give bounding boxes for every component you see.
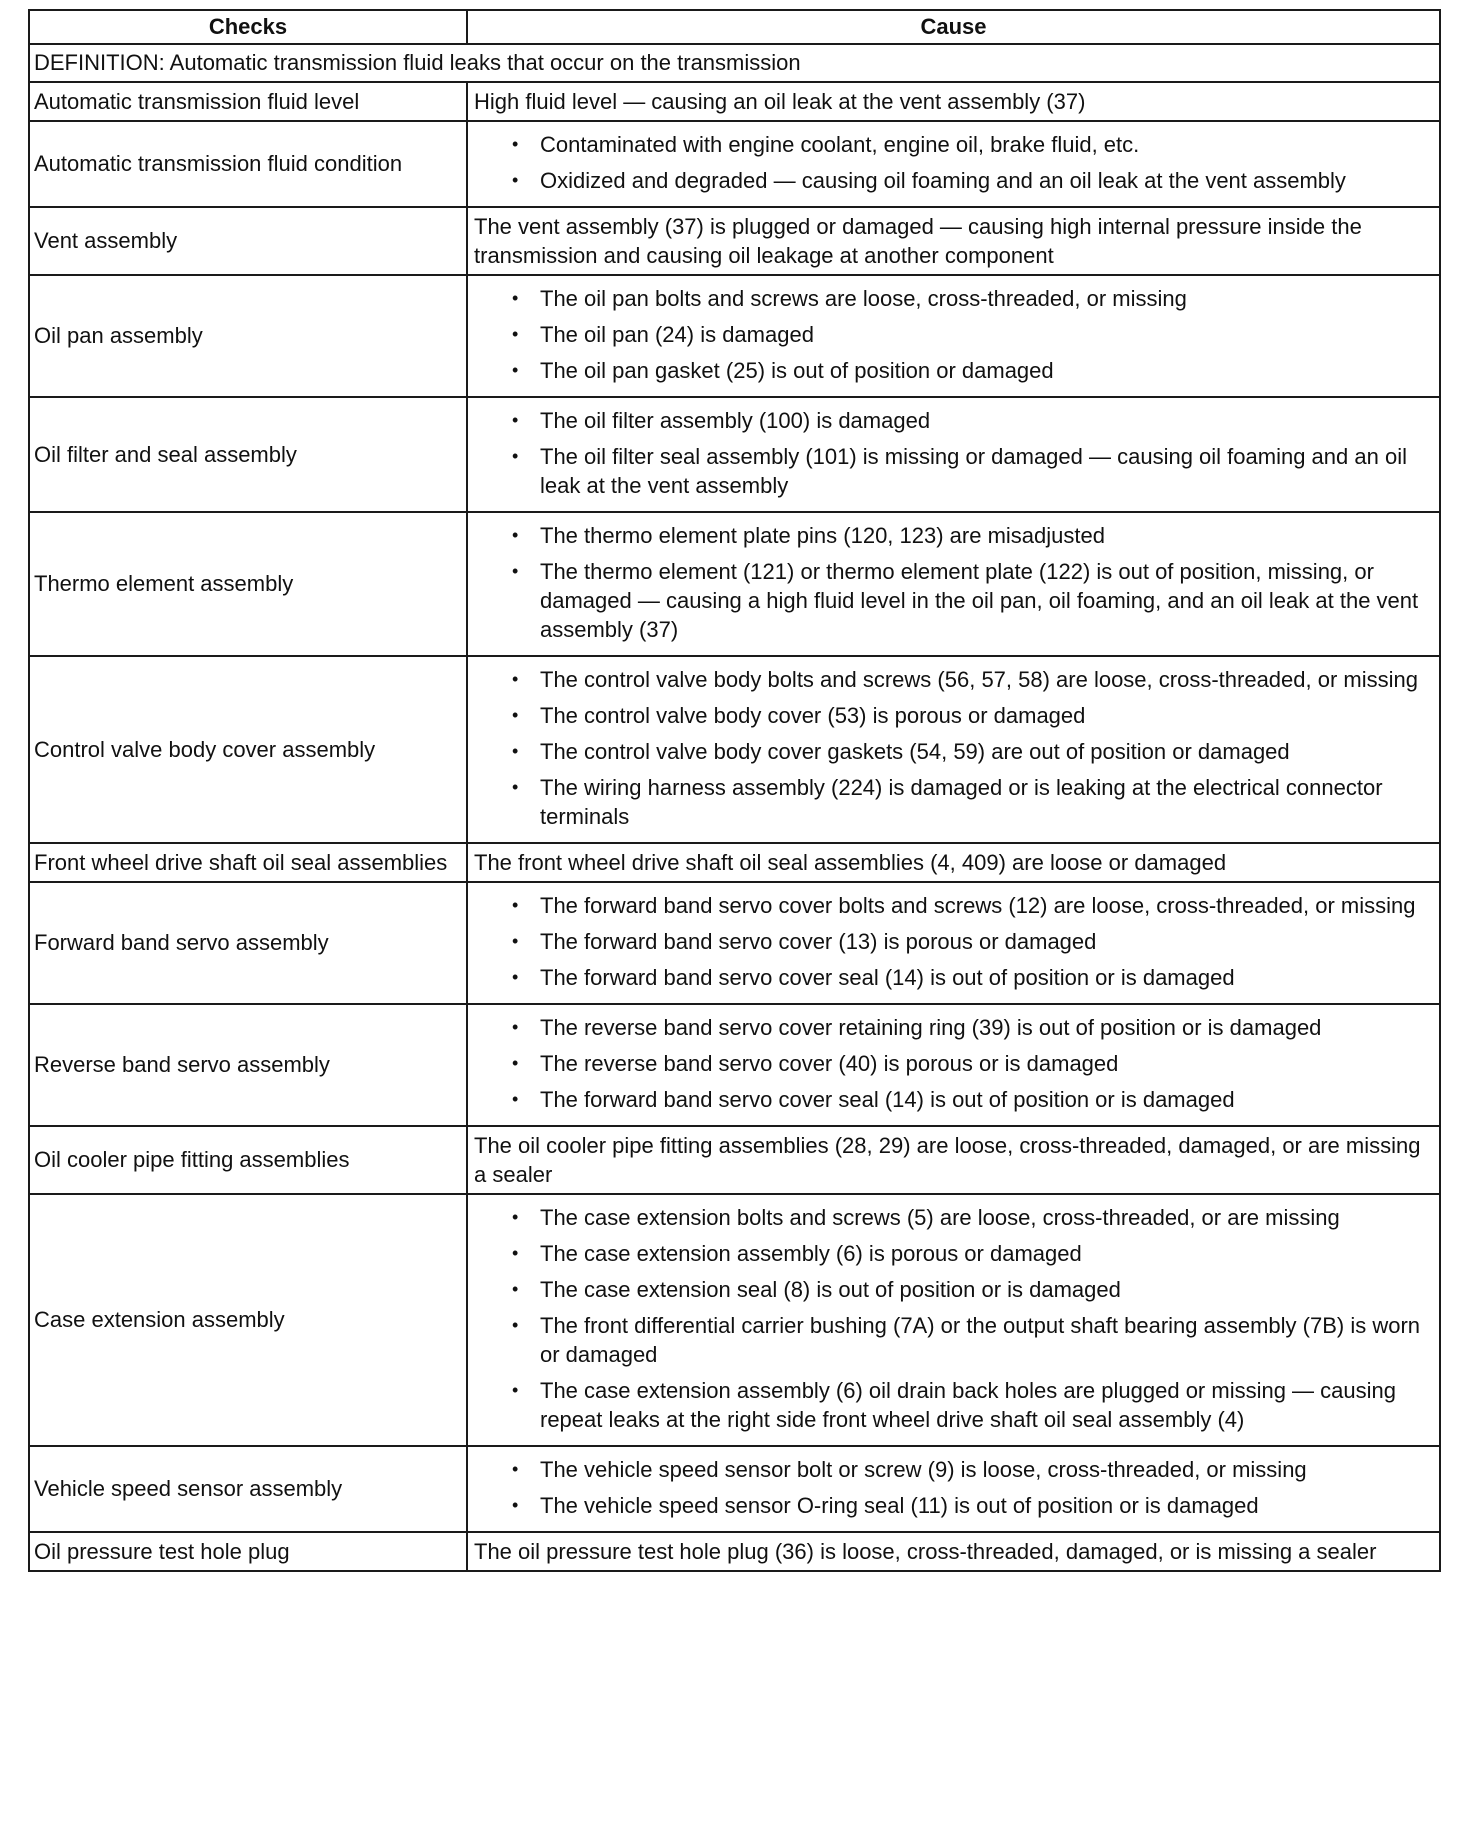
table-row — [29, 82, 1440, 121]
cause-cell — [467, 656, 1440, 843]
table-row — [29, 512, 1440, 656]
cause-item: • The case extension assembly (6) is porous or damaged — [474, 1239, 1431, 1268]
leak-diagnosis-table — [28, 9, 1441, 1572]
cause-cell — [467, 1446, 1440, 1532]
table-row — [29, 397, 1440, 512]
table-row — [29, 1126, 1440, 1194]
cause-item: • The thermo element plate pins (120, 123) are misadjusted — [474, 521, 1431, 550]
cause-item: • The oil pan bolts and screws are loose, cross-threaded, or missing — [474, 284, 1431, 313]
cause-list — [474, 521, 1431, 644]
cause-cell — [467, 121, 1440, 207]
cause-item: • The case extension assembly (6) oil drain back holes are plugged or missing — causing repeat leaks at the right side front wheel drive shaft oil seal assembly (4) — [474, 1376, 1431, 1434]
cause-list — [474, 284, 1431, 385]
check-cell: Front wheel drive shaft oil seal assemblies — [29, 843, 467, 882]
cause-cell: The vent assembly (37) is plugged or damaged — causing high internal pressure inside the transmission and causing oil leakage at another component — [467, 207, 1440, 275]
cause-item: • Oxidized and degraded — causing oil foaming and an oil leak at the vent assembly — [474, 166, 1431, 195]
check-cell: Case extension assembly — [29, 1194, 467, 1446]
cause-item: • The forward band servo cover seal (14) is out of position or is damaged — [474, 1085, 1431, 1114]
check-cell: Control valve body cover assembly — [29, 656, 467, 843]
check-cell: Reverse band servo assembly — [29, 1004, 467, 1126]
cause-cell: The oil pressure test hole plug (36) is loose, cross-threaded, damaged, or is missing a sealer — [467, 1532, 1440, 1571]
cause-item: • The wiring harness assembly (224) is damaged or is leaking at the electrical connector terminals — [474, 773, 1431, 831]
cause-item: • The case extension seal (8) is out of position or is damaged — [474, 1275, 1431, 1304]
check-cell: Automatic transmission fluid level — [29, 82, 467, 121]
cause-cell: The oil cooler pipe fitting assemblies (28, 29) are loose, cross-threaded, damaged, or are missing a sealer — [467, 1126, 1440, 1194]
cause-cell — [467, 512, 1440, 656]
cause-list — [474, 891, 1431, 992]
table-row — [29, 121, 1440, 207]
check-cell: Oil cooler pipe fitting assemblies — [29, 1126, 467, 1194]
cause-cell — [467, 275, 1440, 397]
cause-cell: The front wheel drive shaft oil seal assemblies (4, 409) are loose or damaged — [467, 843, 1440, 882]
table-row — [29, 843, 1440, 882]
definition-text: DEFINITION: Automatic transmission fluid leaks that occur on the transmission — [29, 44, 1440, 82]
cause-list — [474, 1455, 1431, 1520]
cause-item: • The forward band servo cover seal (14) is out of position or is damaged — [474, 963, 1431, 992]
checks-header: Checks — [29, 10, 467, 44]
header-row — [29, 10, 1440, 44]
cause-item: • The oil filter assembly (100) is damaged — [474, 406, 1431, 435]
cause-item: • The reverse band servo cover (40) is porous or is damaged — [474, 1049, 1431, 1078]
cause-list — [474, 1203, 1431, 1434]
cause-list — [474, 665, 1431, 831]
cause-cell — [467, 1004, 1440, 1126]
cause-item: • The thermo element (121) or thermo element plate (122) is out of position, missing, or damaged — causing a high fluid level in the oil pan, oil foaming, and an oil leak at the vent assembly (37) — [474, 557, 1431, 644]
cause-header: Cause — [467, 10, 1440, 44]
table-row — [29, 207, 1440, 275]
cause-cell: High fluid level — causing an oil leak at the vent assembly (37) — [467, 82, 1440, 121]
table-row — [29, 882, 1440, 1004]
table-row — [29, 656, 1440, 843]
check-cell: Vehicle speed sensor assembly — [29, 1446, 467, 1532]
cause-item: • The oil pan gasket (25) is out of position or damaged — [474, 356, 1431, 385]
cause-item: • The oil pan (24) is damaged — [474, 320, 1431, 349]
cause-item: • The control valve body cover (53) is porous or damaged — [474, 701, 1431, 730]
table-row — [29, 1532, 1440, 1571]
table-row — [29, 1194, 1440, 1446]
cause-item: • The forward band servo cover (13) is porous or damaged — [474, 927, 1431, 956]
check-cell: Oil pan assembly — [29, 275, 467, 397]
cause-item: • The reverse band servo cover retaining ring (39) is out of position or is damaged — [474, 1013, 1431, 1042]
check-cell: Forward band servo assembly — [29, 882, 467, 1004]
cause-cell — [467, 397, 1440, 512]
check-cell: Oil filter and seal assembly — [29, 397, 467, 512]
definition-row — [29, 44, 1440, 82]
cause-list — [474, 406, 1431, 500]
diagnostic-sheet — [28, 9, 1439, 1572]
cause-item: • The oil filter seal assembly (101) is missing or damaged — causing oil foaming and an oil leak at the vent assembly — [474, 442, 1431, 500]
cause-list — [474, 1013, 1431, 1114]
cause-item: • Contaminated with engine coolant, engine oil, brake fluid, etc. — [474, 130, 1431, 159]
check-cell: Automatic transmission fluid condition — [29, 121, 467, 207]
table-row — [29, 1004, 1440, 1126]
cause-cell — [467, 882, 1440, 1004]
cause-item: • The case extension bolts and screws (5) are loose, cross-threaded, or are missing — [474, 1203, 1431, 1232]
check-cell: Oil pressure test hole plug — [29, 1532, 467, 1571]
cause-list — [474, 130, 1431, 195]
table-row — [29, 275, 1440, 397]
cause-item: • The vehicle speed sensor bolt or screw (9) is loose, cross-threaded, or missing — [474, 1455, 1431, 1484]
cause-item: • The vehicle speed sensor O-ring seal (11) is out of position or is damaged — [474, 1491, 1431, 1520]
cause-item: • The control valve body cover gaskets (54, 59) are out of position or damaged — [474, 737, 1431, 766]
cause-item: • The front differential carrier bushing (7A) or the output shaft bearing assembly (7B) is worn or damaged — [474, 1311, 1431, 1369]
table-row — [29, 1446, 1440, 1532]
cause-cell — [467, 1194, 1440, 1446]
check-cell: Thermo element assembly — [29, 512, 467, 656]
check-cell: Vent assembly — [29, 207, 467, 275]
cause-item: • The control valve body bolts and screws (56, 57, 58) are loose, cross-threaded, or missing — [474, 665, 1431, 694]
cause-item: • The forward band servo cover bolts and screws (12) are loose, cross-threaded, or missing — [474, 891, 1431, 920]
table-body — [29, 44, 1440, 1571]
